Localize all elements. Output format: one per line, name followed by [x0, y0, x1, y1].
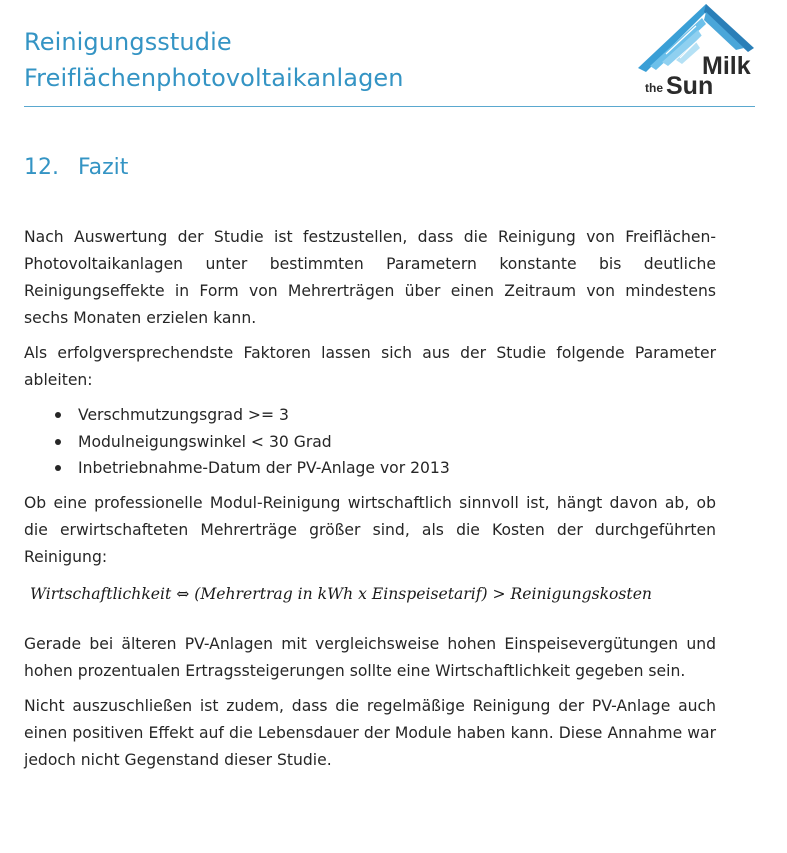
list-item: [24, 402, 716, 429]
logo-word-milk: Milk: [702, 52, 751, 80]
header-title-line-1: Reinigungsstudie: [24, 28, 232, 56]
document-header-title: [24, 24, 404, 96]
list-item-text: Modulneigungswinkel < 30 Grad: [78, 432, 332, 451]
header-title-line-2: Freiflächenphotovoltaikanlagen: [24, 64, 404, 92]
bullet-icon: [55, 465, 61, 471]
paragraph-2: Als erfolgversprechendste Faktoren lassen sich aus der Studie folgende Parameter ableiten:: [24, 344, 716, 389]
paragraph-4: Gerade bei älteren PV-Anlagen mit vergleichsweise hohen Einspeisevergütungen und hohen prozentualen Ertragssteigerungen sollte eine Wirtschaftlichkeit gegeben sein.: [24, 634, 716, 680]
list-item: [24, 429, 716, 456]
body-content: [24, 224, 716, 782]
list-item-text: Inbetriebnahme-Datum der PV-Anlage vor 2013: [78, 459, 450, 477]
milk-the-sun-logo: [636, 4, 754, 100]
economic-formula: Wirtschaftlichkeit ⇔ (Mehrertrag in kWh x Einspeisetarif) > Reinigungskosten: [30, 584, 652, 603]
logo-word-sun: Sun: [666, 72, 714, 100]
list-item-text: Verschmutzungsgrad >= 3: [78, 406, 289, 424]
list-item: [24, 455, 716, 482]
section-number: 12.: [24, 155, 59, 180]
parameter-list: [24, 402, 716, 482]
paragraph-1: Nach Auswertung der Studie ist festzustellen, dass die Reinigung von Freiflächen-Photovoltaikanlagen unter bestimmten Parametern konstante bis deutliche Reinigungseffekte in Form von Mehrerträgen über einen Zeitraum von mindestens sechs Monaten erzielen kann.: [24, 228, 716, 327]
bullet-icon: [55, 439, 61, 445]
solar-panel-roof-icon: [636, 4, 754, 100]
section-title: Fazit: [78, 155, 129, 180]
section-heading: [24, 152, 128, 184]
bullet-icon: [55, 412, 61, 418]
header-divider: [24, 106, 755, 107]
paragraph-3: Ob eine professionelle Modul-Reinigung wirtschaftlich sinnvoll ist, hängt davon ab, ob die erwirtschafteten Mehrerträge größer sind, als die Kosten der durchgeführten Reinigung:: [24, 493, 716, 566]
logo-word-the: the: [645, 81, 663, 95]
paragraph-5: Nicht auszuschließen ist zudem, dass die regelmäßige Reinigung der PV-Anlage auch einen positiven Effekt auf die Lebensdauer der Module haben kann. Diese Annahme war jedoch nicht Gegenstand dieser Studie.: [24, 696, 716, 769]
